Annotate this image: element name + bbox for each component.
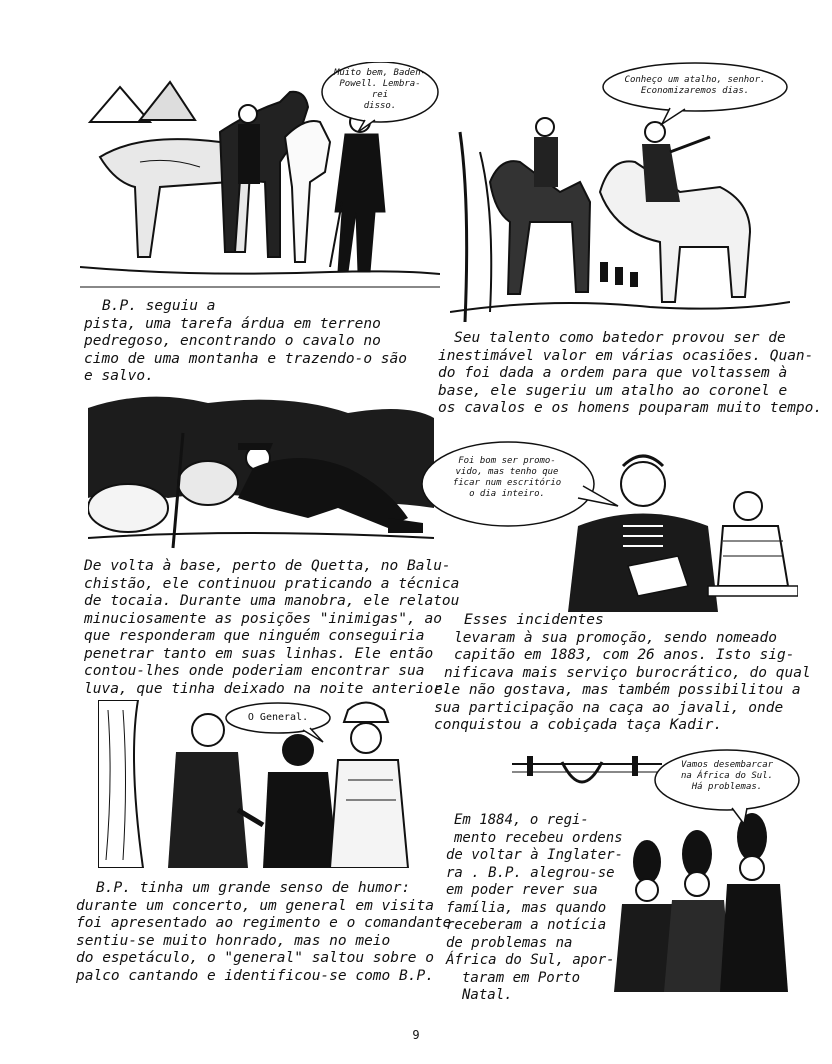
bubble-line: Conheço um atalho, senhor. — [624, 75, 766, 85]
caption-line: que responderam que ninguém conseguiria — [84, 628, 425, 644]
caption-line: contou-lhes onde poderiam encontrar sua — [84, 663, 425, 679]
panel-2-drawing — [450, 62, 790, 322]
caption-line: ele não gostava, mas também possibilitou a — [434, 682, 801, 698]
caption-line: e salvo. — [84, 368, 154, 384]
bubble-line: Powell. Lembra- — [339, 79, 421, 89]
caption-line: B.P. seguiu a — [102, 298, 216, 314]
caption-line: os cavalos e os homens pouparam muito tempo. — [438, 400, 823, 416]
caption-line: do espetáculo, o "general" saltou sobre o — [76, 950, 434, 966]
bubble-line: Economizaremos dias. — [640, 86, 750, 96]
caption-line: Em 1884, o regi- — [454, 812, 589, 828]
caption-line: De volta à base, perto de Quetta, no Balu- — [84, 558, 451, 574]
caption-line: ra . B.P. alegrou-se — [446, 864, 615, 881]
panel-5-drawing — [98, 700, 428, 868]
caption-line: sentiu-se muito honrado, mas no meio — [76, 932, 391, 949]
caption-line: durante um concerto, um general em visita — [76, 897, 434, 914]
panel-1-caption — [84, 298, 407, 386]
panel-2-caption — [438, 330, 822, 418]
panel-4-caption — [434, 612, 811, 735]
panel-4-speech-bubble — [432, 456, 582, 500]
caption-line: capitão em 1883, com 26 anos. Isto sig- — [454, 647, 795, 663]
caption-line: Esses incidentes — [464, 612, 604, 628]
caption-line: chistão, ele continuou praticando a técnica — [84, 575, 460, 592]
bubble-line: O General. — [247, 712, 309, 723]
caption-line: penetrar tanto em suas linhas. Ele então — [84, 645, 434, 662]
bubble-line: ficar num escritório — [452, 478, 562, 488]
caption-line: foi apresentado ao regimento e o comandante — [76, 915, 452, 931]
panel-6-speech-bubble — [660, 760, 794, 793]
caption-line: base, ele sugeriu um atalho ao coronel e — [438, 382, 788, 399]
caption-line: Natal. — [462, 987, 513, 1003]
page-number: 9 — [412, 1028, 420, 1042]
caption-line: nificava mais serviço burocrático, do qual — [444, 664, 811, 681]
bubble-line: Vamos desembarcar — [680, 760, 774, 770]
bubble-line: Foi bom ser promo- — [458, 456, 556, 466]
panel-6-caption — [446, 812, 623, 1005]
bubble-line: o dia inteiro. — [469, 489, 545, 499]
caption-line: luva, que tinha deixado na noite anterior. — [84, 680, 451, 697]
panel-3-drawing — [88, 388, 434, 550]
caption-line: receberam a notícia — [446, 917, 607, 933]
panel-1-illustration — [80, 62, 440, 300]
caption-line: cimo de uma montanha e trazendo-o são — [84, 350, 408, 367]
caption-line: pista, uma tarefa árdua em terreno — [84, 315, 381, 332]
panel-5-speech-bubble — [228, 712, 328, 723]
caption-line: taram em Porto — [462, 969, 581, 986]
panel-5-illustration — [98, 700, 428, 868]
panel-3-illustration — [88, 388, 434, 550]
caption-line: inestimável valor em várias ocasiões. Quan- — [438, 347, 814, 364]
caption-line: de voltar à Inglater- — [446, 847, 624, 863]
caption-line: de problemas na — [446, 934, 573, 951]
panel-1-speech-bubble — [328, 68, 432, 112]
caption-line: família, mas quando — [446, 899, 607, 916]
bubble-line: disso. — [363, 101, 397, 111]
caption-line: levaram à sua promoção, sendo nomeado — [454, 629, 778, 646]
panel-2-illustration — [450, 62, 790, 322]
caption-line: palco cantando e identificou-se como B.P. — [76, 967, 434, 984]
bubble-line: rei — [371, 90, 389, 100]
caption-line: Seu talento como batedor provou ser de — [454, 330, 786, 346]
caption-line: minuciosamente as posições "inimigas", ao — [84, 610, 442, 627]
caption-line: conquistou a cobiçada taça Kadir. — [434, 717, 723, 733]
bubble-line: Há problemas. — [691, 782, 763, 792]
panel-5-caption — [76, 880, 451, 985]
caption-line: B.P. tinha um grande senso de humor: — [96, 880, 411, 896]
caption-line: mento recebeu ordens — [454, 829, 623, 846]
caption-line: pedregoso, encontrando o cavalo no — [84, 333, 381, 349]
caption-line: do foi dada a ordem para que voltassem à — [438, 365, 788, 381]
caption-line: sua participação na caça ao javali, onde — [434, 699, 784, 716]
caption-line: África do Sul, apor- — [446, 952, 615, 968]
bubble-line: vido, mas tenho que — [455, 467, 559, 477]
caption-line: em poder rever sua — [446, 882, 598, 898]
bubble-line: Muito bem, Baden- — [333, 68, 427, 78]
bubble-line: na África do Sul. — [680, 771, 774, 781]
panel-4-illustration — [418, 436, 798, 612]
panel-3-caption — [84, 558, 459, 698]
panel-2-speech-bubble — [612, 75, 778, 97]
caption-line: de tocaia. Durante uma manobra, ele relatou — [84, 593, 460, 609]
